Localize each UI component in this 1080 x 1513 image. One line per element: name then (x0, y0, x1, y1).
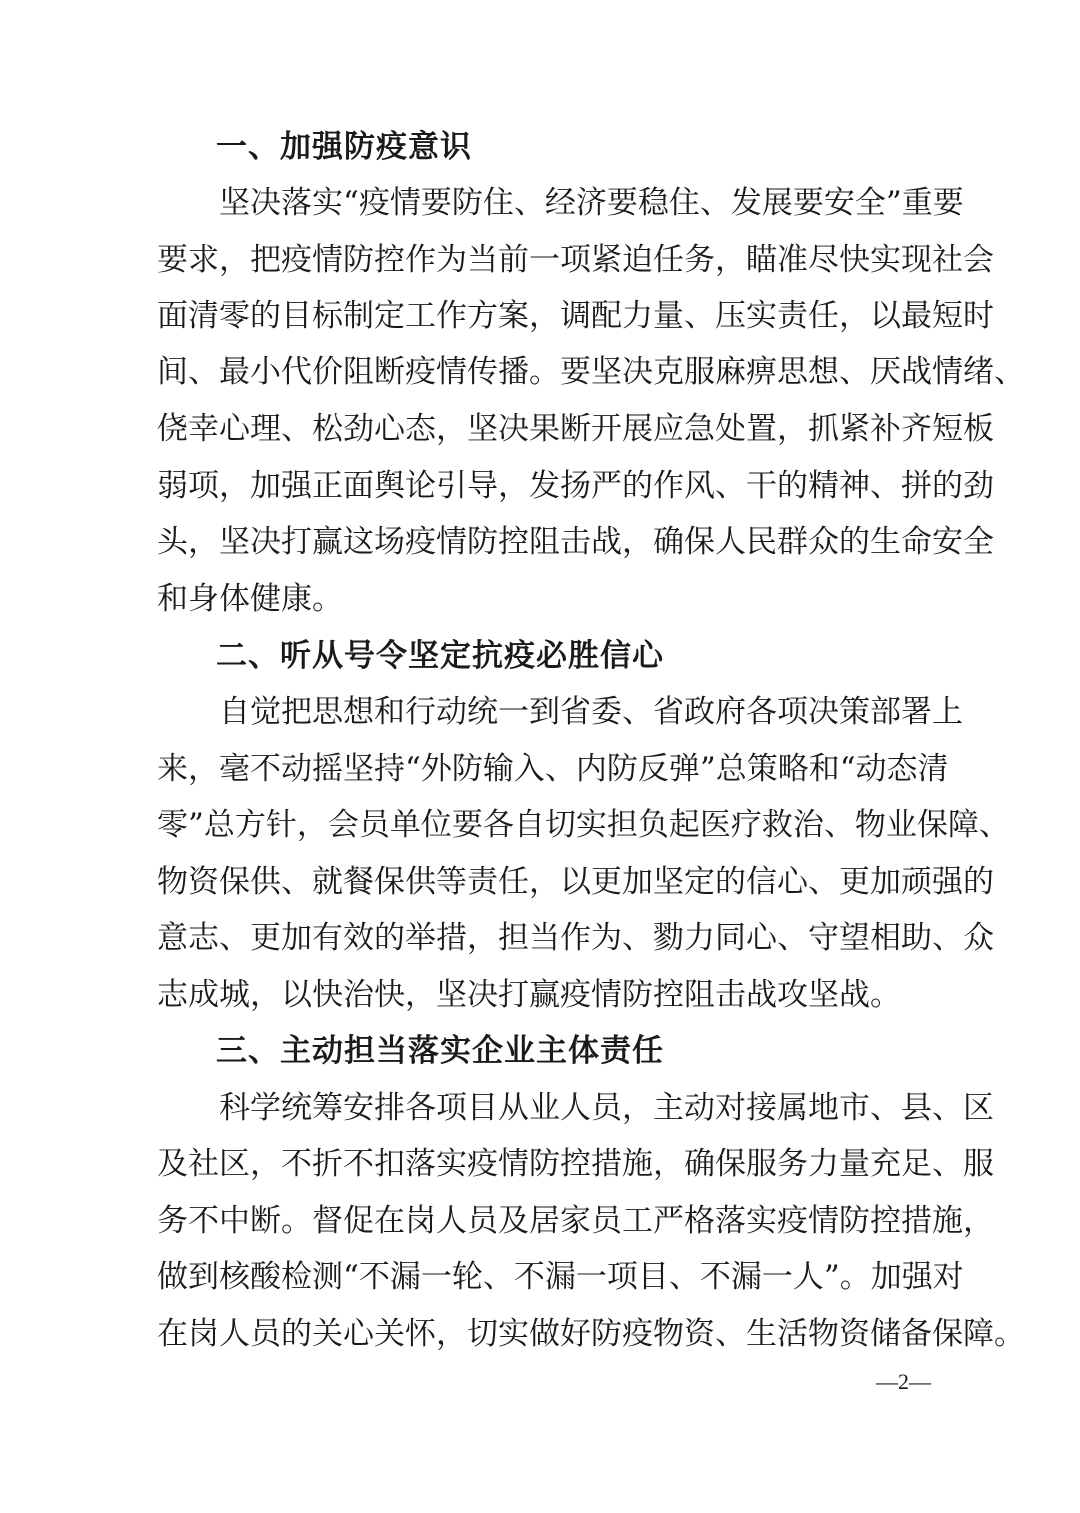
paragraph-line: 自觉把思想和行动统一到省委、省政府各项决策部署上 (219, 694, 963, 730)
paragraph-line: 意志、更加有效的举措，担当作为、勠力同心、守望相助、众 (157, 920, 994, 956)
section-heading-2: 二、听从号令坚定抗疫必胜信心 (216, 638, 664, 674)
paragraph-line: 零”总方针，会员单位要各自切实担负起医疗救治、物业保障、 (157, 807, 1010, 843)
paragraph-line: 和身体健康。 (157, 581, 343, 617)
section-heading-3: 三、主动担当落实企业主体责任 (216, 1033, 664, 1069)
paragraph-line: 要求，把疫情防控作为当前一项紧迫任务，瞄准尽快实现社会 (157, 242, 994, 278)
paragraph-line: 坚决落实“疫情要防住、经济要稳住、发展要安全”重要 (219, 185, 964, 221)
paragraph-line: 头，坚决打赢这场疫情防控阻击战，确保人民群众的生命安全 (157, 524, 994, 560)
paragraph-line: 务不中断。督促在岗人员及居家员工严格落实疫情防控措施， (157, 1203, 994, 1239)
paragraph-line: 志成城，以快治快，坚决打赢疫情防控阻击战攻坚战。 (157, 977, 901, 1013)
paragraph-line: 间、最小代价阻断疫情传播。要坚决克服麻痹思想、厌战情绪、 (157, 354, 1025, 390)
paragraph-line: 做到核酸检测“不漏一轮、不漏一项目、不漏一人”。加强对 (157, 1259, 964, 1295)
section-heading-1: 一、加强防疫意识 (216, 129, 472, 165)
page-number: —2— (876, 1369, 931, 1394)
paragraph-line: 来，毫不动摇坚持“外防输入、内防反弹”总策略和“动态清 (157, 751, 949, 787)
paragraph-line: 弱项，加强正面舆论引导，发扬严的作风、干的精神、拼的劲 (157, 468, 994, 504)
paragraph-line: 及社区，不折不扣落实疫情防控措施，确保服务力量充足、服 (157, 1146, 994, 1182)
paragraph-line: 面清零的目标制定工作方案，调配力量、压实责任，以最短时 (157, 298, 994, 334)
paragraph-line: 科学统筹安排各项目从业人员，主动对接属地市、县、区 (219, 1090, 994, 1126)
paragraph-line: 在岗人员的关心关怀，切实做好防疫物资、生活物资储备保障。 (157, 1316, 1025, 1352)
paragraph-line: 侥幸心理、松劲心态，坚决果断开展应急处置，抓紧补齐短板 (157, 411, 994, 447)
paragraph-line: 物资保供、就餐保供等责任，以更加坚定的信心、更加顽强的 (157, 864, 994, 900)
